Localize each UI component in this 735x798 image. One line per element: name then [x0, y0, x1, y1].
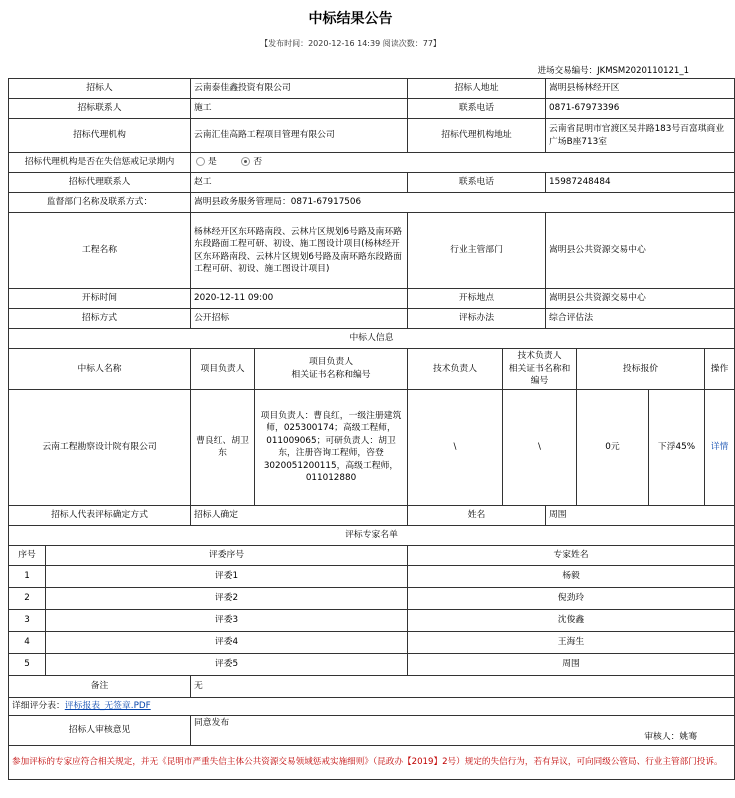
detail-pdf-link[interactable]: 评标报表_无签章.PDF: [64, 700, 151, 711]
winner-bid: 0元: [577, 389, 649, 505]
supervisor-label: 监督部门名称及联系方式：: [9, 193, 191, 213]
winner-tech: \: [408, 389, 503, 505]
expert-name-header: 专家姓名: [408, 545, 735, 565]
winner-detail-link[interactable]: 详情: [705, 389, 735, 505]
expert-seq: 评委1: [46, 565, 408, 587]
expert-row: [9, 565, 735, 587]
tenderer-contact-value: 施工: [191, 99, 408, 119]
announcement-table: [8, 78, 735, 780]
tenderer-phone-value: 0871-67973396: [546, 99, 735, 119]
method-label: 招标方式: [9, 309, 191, 329]
agency-addr-label: 招标代理机构地址: [408, 119, 546, 153]
tenderer-phone-label: 联系电话: [408, 99, 546, 119]
expert-row: [9, 631, 735, 653]
industry-value: 嵩明县公共资源交易中心: [546, 213, 735, 289]
reviewer: 审核人：姚骞: [644, 732, 698, 742]
detail-label: 详细评分表：: [12, 700, 65, 711]
winner-float: 下浮45%: [649, 389, 705, 505]
tenderer-contact-label: 招标联系人: [9, 99, 191, 119]
detail-row: [9, 697, 735, 715]
pm-header: 项目负责人: [191, 349, 255, 390]
open-place-label: 开标地点: [408, 289, 546, 309]
credit-options: [191, 153, 735, 173]
expert-name: 周围: [408, 653, 735, 675]
trade-number: 进场交易编号：JKMSM2020110121_1: [537, 66, 689, 76]
rep-value: 招标人确定: [191, 505, 408, 525]
expert-name: 倪劲玲: [408, 587, 735, 609]
radio-no[interactable]: [241, 157, 250, 166]
remark-label: 备注: [9, 675, 191, 697]
publish-info: 【发布时间：2020-12-16 14:39 阅读次数：77】: [260, 39, 441, 48]
expert-no: 4: [9, 631, 46, 653]
agency-label: 招标代理机构: [9, 119, 191, 153]
rep-name-value: 周围: [546, 505, 735, 525]
expert-row: [9, 609, 735, 631]
expert-name: 杨毅: [408, 565, 735, 587]
method-value: 公开招标: [191, 309, 408, 329]
tenderer-label: 招标人: [9, 79, 191, 99]
agency-value: 云南汇佳高路工程项目管理有限公司: [191, 119, 408, 153]
page-title: 中标结果公告: [308, 11, 393, 27]
open-time-value: 2020-12-11 09:00: [191, 289, 408, 309]
expert-name: 沈俊鑫: [408, 609, 735, 631]
expert-no: 1: [9, 565, 46, 587]
winner-pm: 曹良红、胡卫东: [191, 389, 255, 505]
expert-seq: 评委3: [46, 609, 408, 631]
op-header: 操作: [705, 349, 735, 390]
tech-header: 技术负责人: [408, 349, 503, 390]
industry-label: 行业主管部门: [408, 213, 546, 289]
radio-yes[interactable]: [196, 157, 205, 166]
eval-label: 评标办法: [408, 309, 546, 329]
remark-value: 无: [191, 675, 735, 697]
rep-label: 招标人代表评标确定方式: [9, 505, 191, 525]
expert-seq: 评委2: [46, 587, 408, 609]
expert-name: 王海生: [408, 631, 735, 653]
expert-seq-header: 评委序号: [46, 545, 408, 565]
tenderer-addr-label: 招标人地址: [408, 79, 546, 99]
expert-seq: 评委5: [46, 653, 408, 675]
tenderer-addr-value: 嵩明县杨林经开区: [546, 79, 735, 99]
radio-yes-label: 是: [208, 157, 217, 168]
pm-cert-header: 项目负责人 相关证书名称和编号: [255, 349, 408, 390]
expert-no: 2: [9, 587, 46, 609]
winner-name: 云南工程勘察设计院有限公司: [9, 389, 191, 505]
open-time-label: 开标时间: [9, 289, 191, 309]
winner-name-header: 中标人名称: [9, 349, 191, 390]
expert-no: 3: [9, 609, 46, 631]
agency-addr-value: 云南省昆明市官渡区吴井路183号百富琪商业广场B座713室: [546, 119, 735, 153]
tenderer-value: 云南泰佳鑫投资有限公司: [191, 79, 408, 99]
expert-row: [9, 653, 735, 675]
review-value: 同意发布: [194, 717, 230, 728]
agency-phone-value: 15987248484: [546, 173, 735, 193]
supervisor-value: 嵩明县政务服务管理局：0871-67917506: [191, 193, 735, 213]
expert-no-header: 序号: [9, 545, 46, 565]
agency-contact-label: 招标代理联系人: [9, 173, 191, 193]
expert-row: [9, 587, 735, 609]
expert-section-title: 评标专家名单: [9, 525, 735, 545]
project-value: 杨林经开区东环路南段、云林片区规划6号路及南环路东段路面工程可研、初设、施工图设计项目(杨林经开区东环路南段、云林片区规划6号路及南环路东段路面工程可研、初设、施工图设计项目): [191, 213, 408, 289]
rep-name-label: 姓名: [408, 505, 546, 525]
eval-value: 综合评估法: [546, 309, 735, 329]
radio-no-label: 否: [253, 157, 262, 168]
expert-seq: 评委4: [46, 631, 408, 653]
winner-pm-cert: 项目负责人：曹良红，一级注册建筑师，025300174；高级工程师，011009065；可研负责人：胡卫东，注册咨询工程师，咨登3020051200115，高级工程师，011012880: [255, 389, 408, 505]
review-cell: [191, 715, 735, 745]
winner-tech-cert: \: [503, 389, 577, 505]
notice-text: 参加评标的专家应符合相关规定，并无《昆明市严重失信主体公共资源交易领域惩戒实施细则》（昆政办【2019】2号）规定的失信行为，若有异议，可向同级公管局、行业主管部门投诉。: [9, 745, 735, 779]
agency-phone-label: 联系电话: [408, 173, 546, 193]
expert-no: 5: [9, 653, 46, 675]
open-place-value: 嵩明县公共资源交易中心: [546, 289, 735, 309]
credit-label: 招标代理机构是否在失信惩戒记录期内: [9, 153, 191, 173]
project-label: 工程名称: [9, 213, 191, 289]
winner-section-title: 中标人信息: [9, 329, 735, 349]
tech-cert-header: 技术负责人 相关证书名称和编号: [503, 349, 577, 390]
bid-header: 投标报价: [577, 349, 705, 390]
review-label: 招标人审核意见: [9, 715, 191, 745]
agency-contact-value: 赵工: [191, 173, 408, 193]
